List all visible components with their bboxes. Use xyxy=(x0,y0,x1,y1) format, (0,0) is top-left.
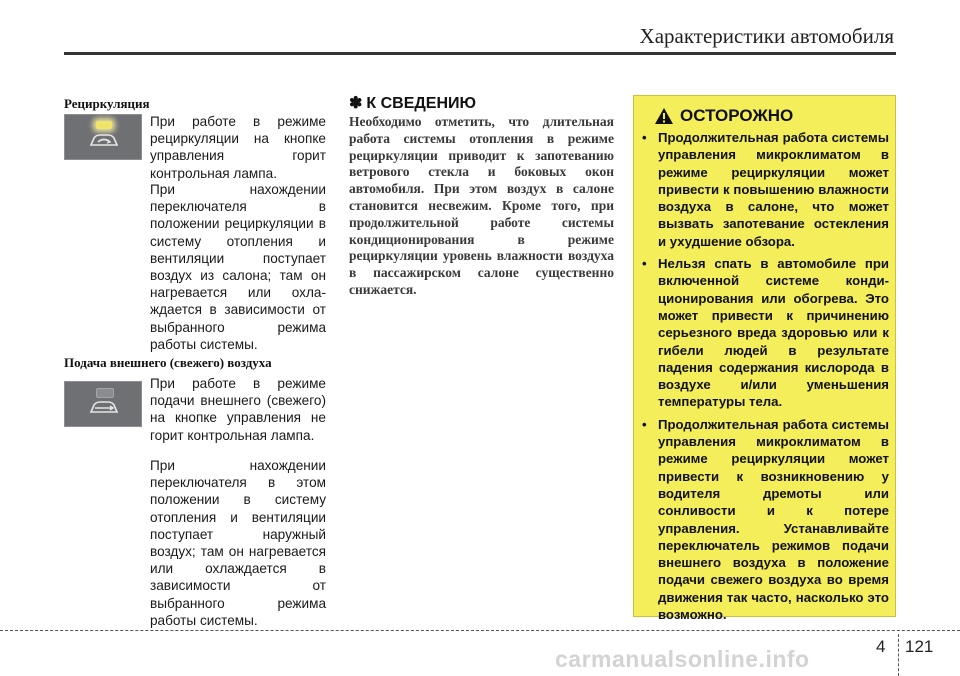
warning-item xyxy=(642,129,889,250)
warning-item xyxy=(642,255,889,411)
bullet-icon: • xyxy=(642,256,647,272)
fresh-air-car-icon xyxy=(89,399,119,417)
warning-list xyxy=(642,129,889,628)
recirculation-heading: Рециркуляция xyxy=(64,96,150,111)
info-title-text: К СВЕДЕНИЮ xyxy=(366,95,477,112)
recirculation-paragraph-2: При нахождении переключателя в положении рециркуляции в систему отопления и вентиляции поступает воздух из салона; там он нагревается или охла-ждается в зависимости от выбранного режима работы системы. xyxy=(150,182,326,352)
indicator-lamp-off-icon xyxy=(96,388,114,398)
page-number: 121 xyxy=(905,637,934,656)
warning-item-text: Продолжительная работа системы управления микроклиматом в режиме рециркуляции может привести к повышению влажности воздуха в салоне, что может вызвать запотевание остекления и ухудшение обзора. xyxy=(658,130,889,249)
fresh-air-button-image xyxy=(64,381,142,427)
warning-item xyxy=(642,416,889,624)
chapter-number: 4 xyxy=(876,637,886,656)
page-header-title: Характеристики автомобиля xyxy=(639,24,894,48)
info-star-icon: ✽ xyxy=(349,95,363,112)
recirculation-paragraph-1: При работе в режиме рециркуляции на кнопке управления горит контрольная лампа. xyxy=(150,114,326,181)
footer-divider xyxy=(0,630,960,631)
header-divider xyxy=(64,52,896,55)
warning-header xyxy=(654,105,793,127)
warning-box xyxy=(633,95,896,623)
info-body: Необходимо отметить, что длительная работа системы отопления в режиме рециркуляции приводит к запотеванию ветрового стекла и боковых окон автомобиля. При этом воздух в салоне становится несвежим. Кроме того, при продолжительной работе системы кондиционирования в режиме рециркуляции уровень влажности воздуха в пассажирском салоне существенно снижается. xyxy=(349,114,614,297)
indicator-lamp-on-icon xyxy=(96,121,112,129)
bullet-icon: • xyxy=(642,416,647,432)
watermark: carmanualsonline.info xyxy=(555,646,810,672)
warning-title: ОСТОРОЖНО xyxy=(680,106,794,125)
info-heading xyxy=(349,93,476,113)
warning-triangle-icon xyxy=(654,107,674,125)
bullet-icon: • xyxy=(642,130,647,145)
fresh-air-paragraph-2: При нахождении переключателя в этом положении в систему отопления и вентиляции поступает наружный воздух; там он нагревается или охлаждается в зависимости от выбранного режима работы системы. xyxy=(150,458,326,628)
fresh-air-paragraph-1: При работе в режиме подачи внешнего (свежего) на кнопке управления не горит контрольная лампа. xyxy=(150,376,326,443)
warning-item-text: Нельзя спать в автомобиле при включенной системе конди-ционирования или обогрева. Это может привести к причинению серьезного вреда здоровью или к гибели людей в результате падения содержания кислорода в воздухе и/или уменьшения температуры тела. xyxy=(658,256,889,410)
fresh-air-heading: Подача внешнего (свежего) воздуха xyxy=(64,355,272,370)
recirculation-car-icon xyxy=(89,132,119,150)
recirculation-button-image xyxy=(64,114,142,160)
footer-page-separator xyxy=(898,634,899,676)
warning-item-text: Продолжительная работа системы управления микроклиматом в режиме рециркуляции может привести к возникновению у водителя дремоты или сонливости и к потере управления. Устанавливайте переключатель режимов подачи внешнего воздуха в положение подачи свежего воздуха во время движения так часто, насколько это возможно. xyxy=(658,416,889,623)
